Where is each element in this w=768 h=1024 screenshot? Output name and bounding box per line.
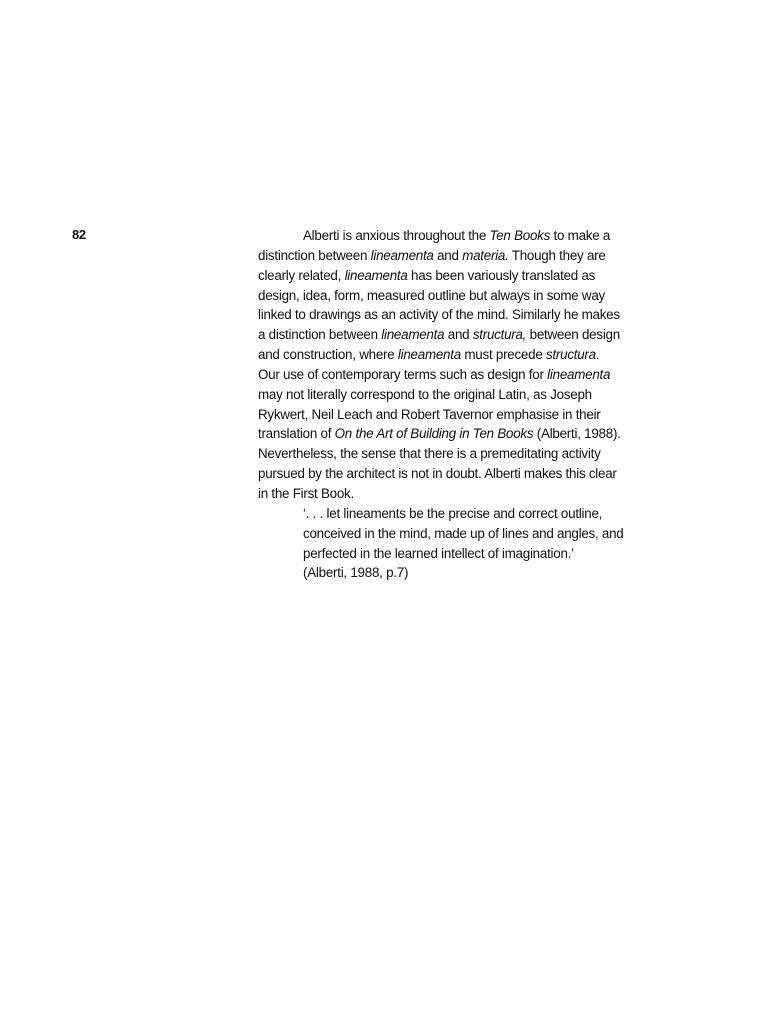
main-paragraph <box>258 226 658 504</box>
text-run: and <box>444 327 473 343</box>
paragraph-line <box>258 246 658 266</box>
text-run: design, idea, form, measured outline but always in some way <box>258 287 605 303</box>
italic-term: lineamenta <box>547 366 611 382</box>
paragraph-line <box>258 345 658 365</box>
text-run: in the First Book. <box>258 485 354 501</box>
text-run: Our use of contemporary terms such as design for <box>258 366 548 382</box>
paragraph-line <box>258 405 658 425</box>
body-text <box>258 226 658 583</box>
page-number: 82 <box>72 227 86 242</box>
paragraph-line <box>258 325 658 345</box>
italic-term: lineamenta <box>370 247 434 263</box>
text-run: pursued by the architect is not in doubt. Alberti makes this clear <box>258 466 617 482</box>
paragraph-line <box>258 226 658 246</box>
quote-line: ‘. . . let lineaments be the precise and correct outline, <box>303 505 603 521</box>
quote-line: conceived in the mind, made up of lines and angles, and <box>303 525 624 541</box>
paragraph-line <box>258 305 658 325</box>
paragraph-line <box>258 365 658 385</box>
text-run: clearly related, <box>258 267 345 283</box>
paragraph-line <box>258 266 658 286</box>
paragraph-line <box>258 484 658 504</box>
paragraph-line <box>258 286 658 306</box>
text-run: has been variously translated as <box>407 267 596 283</box>
text-run: Though they are <box>508 247 606 263</box>
italic-term: structura, <box>472 327 527 343</box>
italic-term: materia. <box>462 247 509 263</box>
italic-term: lineamenta <box>344 267 408 283</box>
text-run: . <box>595 347 600 363</box>
quote-line: perfected in the learned intellect of imagination.’ <box>303 545 574 561</box>
text-run: distinction between <box>258 247 371 263</box>
italic-term: Ten Books <box>489 228 551 243</box>
italic-term: lineamenta <box>397 347 461 363</box>
quote-citation: (Alberti, 1988, p.7) <box>303 565 409 581</box>
text-run: may not literally correspond to the original Latin, as Joseph <box>258 386 592 402</box>
italic-term: lineamenta <box>381 327 445 343</box>
text-run: linked to drawings as an activity of the mind. Similarly he makes <box>258 307 620 323</box>
italic-term: structura <box>546 347 596 363</box>
text-run: (Alberti, 1988). <box>533 426 621 442</box>
paragraph-line <box>258 464 658 484</box>
text-run: to make a <box>550 228 611 243</box>
text-run: and construction, where <box>258 347 398 363</box>
italic-term: On the Art of Building in Ten Books <box>334 426 534 442</box>
text-run: must precede <box>460 347 546 363</box>
text-run: Alberti is anxious throughout the <box>303 228 490 243</box>
paragraph-line <box>258 444 658 464</box>
text-run: Rykwert, Neil Leach and Robert Tavernor emphasise in their <box>258 406 601 422</box>
text-run: Nevertheless, the sense that there is a premeditating activity <box>258 446 601 462</box>
paragraph-line <box>258 424 658 444</box>
text-run: between design <box>526 327 620 343</box>
block-quote <box>258 504 658 583</box>
text-run: and <box>433 247 463 263</box>
text-run: translation of <box>258 426 335 442</box>
paragraph-line <box>258 385 658 405</box>
text-run: a distinction between <box>258 327 382 343</box>
